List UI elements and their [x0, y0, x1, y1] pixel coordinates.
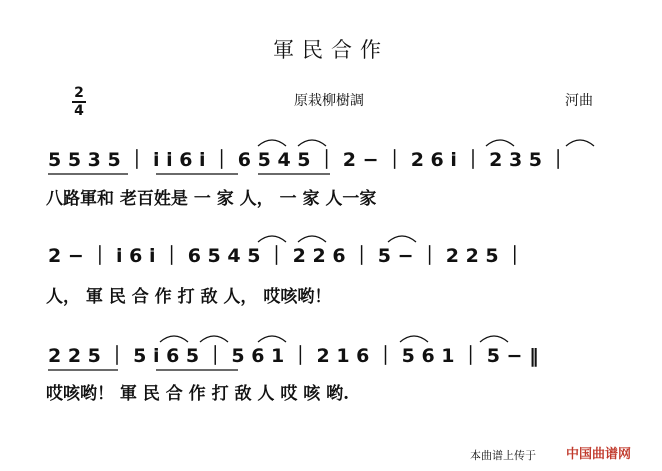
notation-row-2: 2 − ｜ i 6 i ｜ 6 5 4 5 ｜ 2 2 6 ｜ 5 − ｜ 2 2 5 ｜	[48, 245, 525, 267]
lyrics-row-1: 八路軍和 老百姓是 一 家 人， 一 家 人一家	[46, 189, 377, 209]
lyrics-row-2: 人， 軍 民 合 作 打 敌 人， 哎咳哟！	[46, 287, 332, 307]
notation-row-1: 5 5 3 5 ｜ i i 6 i ｜ 6 5 4 5 ｜ 2 − ｜ 2 6 i ｜ 2 3 5 ｜	[48, 149, 568, 171]
slur	[566, 140, 594, 146]
slur	[480, 336, 508, 342]
slur	[298, 236, 326, 242]
slur	[298, 140, 326, 146]
footer-text: 本曲谱上传于	[470, 449, 536, 462]
slur	[258, 236, 286, 242]
time-signature-bottom: 4	[74, 103, 84, 119]
score-title: 軍民合作	[273, 38, 389, 62]
origin-tune: 原栽柳樹調	[294, 93, 364, 109]
footer-brand-link[interactable]: 中国曲谱网	[566, 447, 632, 462]
slur	[486, 140, 514, 146]
source-region: 河曲	[565, 93, 593, 109]
time-signature-top: 2	[74, 85, 84, 101]
notation-row-3: 2 2 5 ｜ 5 i 6 5 ｜ 5 6 1 ｜ 2 1 6 ｜ 5 6 1 ｜ 5 − ‖	[48, 345, 539, 367]
slur	[160, 336, 188, 342]
lyrics-row-3: 哎咳哟！ 軍 民 合 作 打 敌 人 哎 咳 哟.	[46, 384, 350, 404]
slur	[258, 140, 286, 146]
slur	[258, 336, 286, 342]
slur	[388, 236, 416, 242]
slur	[400, 336, 428, 342]
slur	[200, 336, 228, 342]
